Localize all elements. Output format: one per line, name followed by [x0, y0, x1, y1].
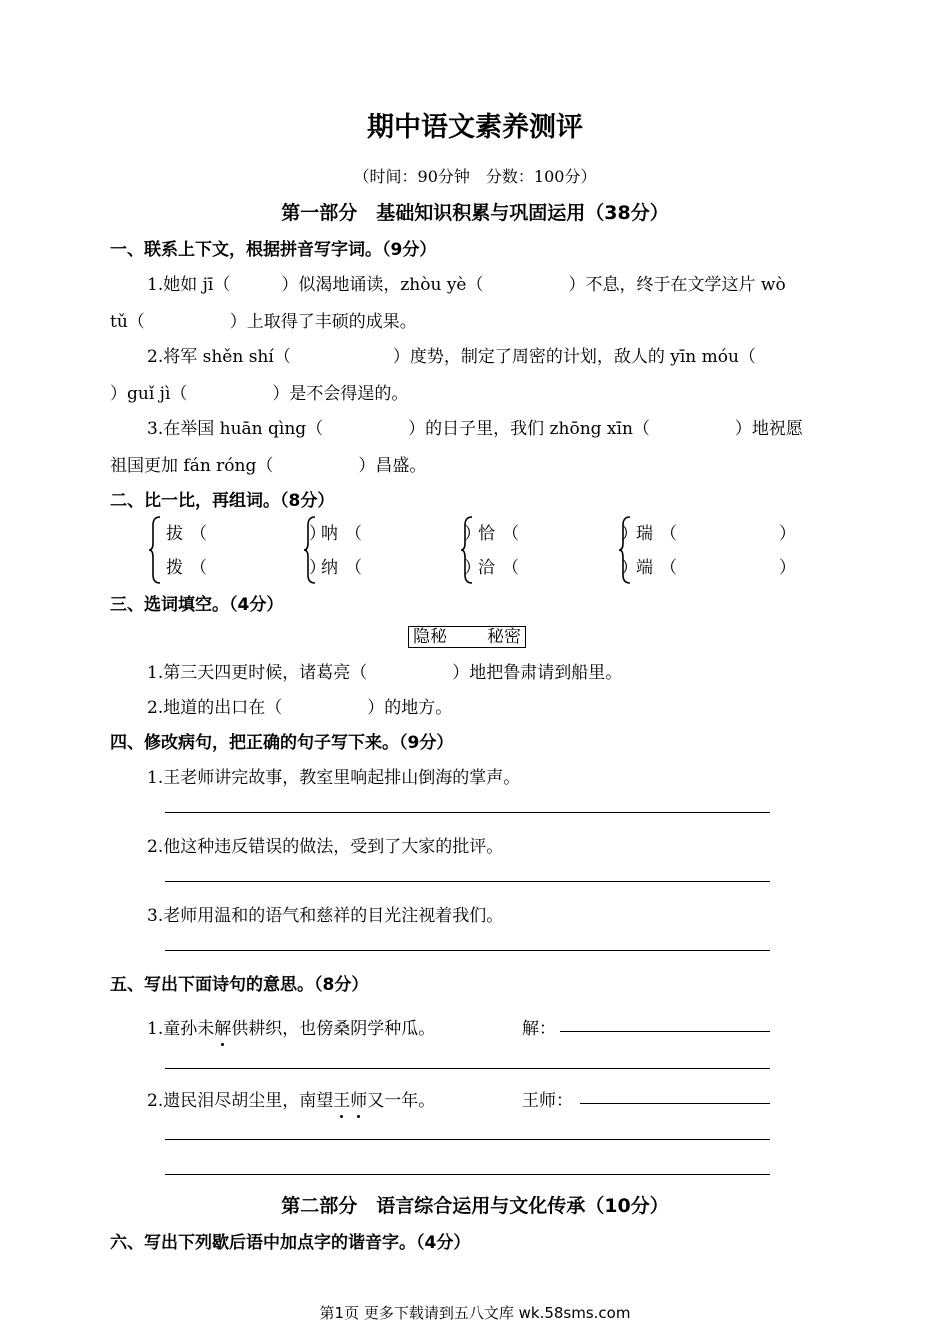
pair-4-blank-a[interactable]: （ ）: [660, 524, 796, 544]
left-brace-icon: [460, 515, 474, 585]
pair-1-blank-a[interactable]: （ ）: [190, 524, 326, 544]
pair-3-char-b: 洽: [478, 558, 495, 578]
s5-q1-text-a: 1.童孙未: [147, 1019, 215, 1039]
s3-q1: 1.第三天四更时候，诸葛亮（ ）地把鲁肃请到船里。: [147, 663, 623, 683]
s3-q2: 2.地道的出口在（ ）的地方。: [147, 698, 453, 718]
page-title: 期中语文素养测评: [367, 112, 583, 143]
section-1-heading: 一、联系上下文，根据拼音写字词。（9分）: [110, 240, 437, 260]
answer-line[interactable]: [560, 1031, 770, 1032]
answer-line[interactable]: [580, 1103, 770, 1104]
pair-2-char-a: 呐: [321, 524, 338, 544]
pair-2-char-b: 纳: [321, 558, 338, 578]
s5-q2-dotted-char-2: 师: [350, 1091, 368, 1111]
word-choice-box: [408, 622, 526, 647]
answer-line[interactable]: [165, 1174, 770, 1175]
pair-2-blank-a[interactable]: （ ）: [345, 524, 481, 544]
answer-line[interactable]: [165, 1139, 770, 1140]
part-one-heading: 第一部分 基础知识积累与巩固运用（38分）: [281, 202, 669, 224]
answer-line[interactable]: [165, 1068, 770, 1069]
s5-q2: [147, 1086, 435, 1111]
s5-q1: [147, 1014, 435, 1039]
page-footer: 第1页 更多下载请到五八文库 wk.58sms.com: [319, 1304, 631, 1322]
pair-3-blank-a[interactable]: （ ）: [502, 524, 638, 544]
s1-q3-line1: 3.在举国 huān qìng（ ）的日子里，我们 zhōng xīn（ ）地祝愿: [147, 419, 803, 439]
pair-4-char-b: 端: [636, 558, 653, 578]
s5-q2-text-a: 2.遗民泪尽胡尘里，南望: [147, 1091, 334, 1111]
pair-4-char-a: 瑞: [636, 524, 653, 544]
section-2-heading: 二、比一比，再组词。（8分）: [110, 491, 335, 511]
s1-q2-line2: ）guǐ jì（ ）是不会得逞的。: [110, 384, 409, 404]
section-6-heading: 六、写出下列歇后语中加点字的谐音字。（4分）: [110, 1233, 471, 1253]
section-3-heading: 三、选词填空。（4分）: [110, 595, 284, 615]
left-brace-icon: [618, 515, 632, 585]
answer-line[interactable]: [165, 812, 770, 813]
s4-q3: 3.老师用温和的语气和慈祥的目光注视着我们。: [147, 906, 504, 926]
char-pair-3: [460, 515, 638, 585]
s5-q1-text-b: 供耕织，也傍桑阴学种瓜。: [231, 1019, 436, 1039]
part-two-heading: 第二部分 语言综合运用与文化传承（10分）: [281, 1195, 669, 1217]
char-pair-4: [618, 515, 796, 585]
answer-line[interactable]: [165, 881, 770, 882]
pair-1-char-a: 拔: [166, 524, 183, 544]
pair-4-blank-b[interactable]: （ ）: [660, 558, 796, 578]
s5-q2-text-b: 又一年。: [367, 1091, 436, 1111]
section-5-heading: 五、写出下面诗句的意思。（8分）: [110, 975, 369, 995]
s5-q1-dotted-char: 解: [214, 1019, 232, 1039]
word-choice-1: 隐秘: [413, 627, 447, 647]
answer-line[interactable]: [165, 950, 770, 951]
s1-q2-line1: 2.将军 shěn shí（ ）度势，制定了周密的计划，敌人的 yīn móu（: [147, 347, 756, 367]
left-brace-icon: [303, 515, 317, 585]
char-pair-1: [148, 515, 326, 585]
s1-q1-line1: 1.她如 jī（ ）似渴地诵读，zhòu yè（ ）不息，终于在文学这片 wò: [147, 275, 786, 295]
s4-q1: 1.王老师讲完故事，教室里响起排山倒海的掌声。: [147, 768, 521, 788]
pair-1-char-b: 拨: [166, 558, 183, 578]
word-choice-2: 秘密: [487, 627, 521, 647]
pair-2-blank-b[interactable]: （ ）: [345, 558, 481, 578]
s4-q2: 2.他这种违反错误的做法，受到了大家的批评。: [147, 837, 504, 857]
left-brace-icon: [148, 515, 162, 585]
s1-q3-line2: 祖国更加 fán róng（ ）昌盛。: [110, 456, 427, 476]
s5-q1-label: 解：: [522, 1019, 556, 1039]
char-pair-2: [303, 515, 481, 585]
section-4-heading: 四、修改病句，把正确的句子写下来。（9分）: [110, 733, 454, 753]
s5-q2-dotted-char-1: 王: [333, 1091, 351, 1111]
pair-1-blank-b[interactable]: （ ）: [190, 558, 326, 578]
s5-q2-label: 王师：: [522, 1091, 573, 1111]
s1-q1-line2: tǔ（ ）上取得了丰硕的成果。: [110, 312, 417, 332]
pair-3-blank-b[interactable]: （ ）: [502, 558, 638, 578]
pair-3-char-a: 恰: [478, 524, 495, 544]
exam-meta: （时间：90分钟 分数：100分）: [353, 167, 597, 186]
